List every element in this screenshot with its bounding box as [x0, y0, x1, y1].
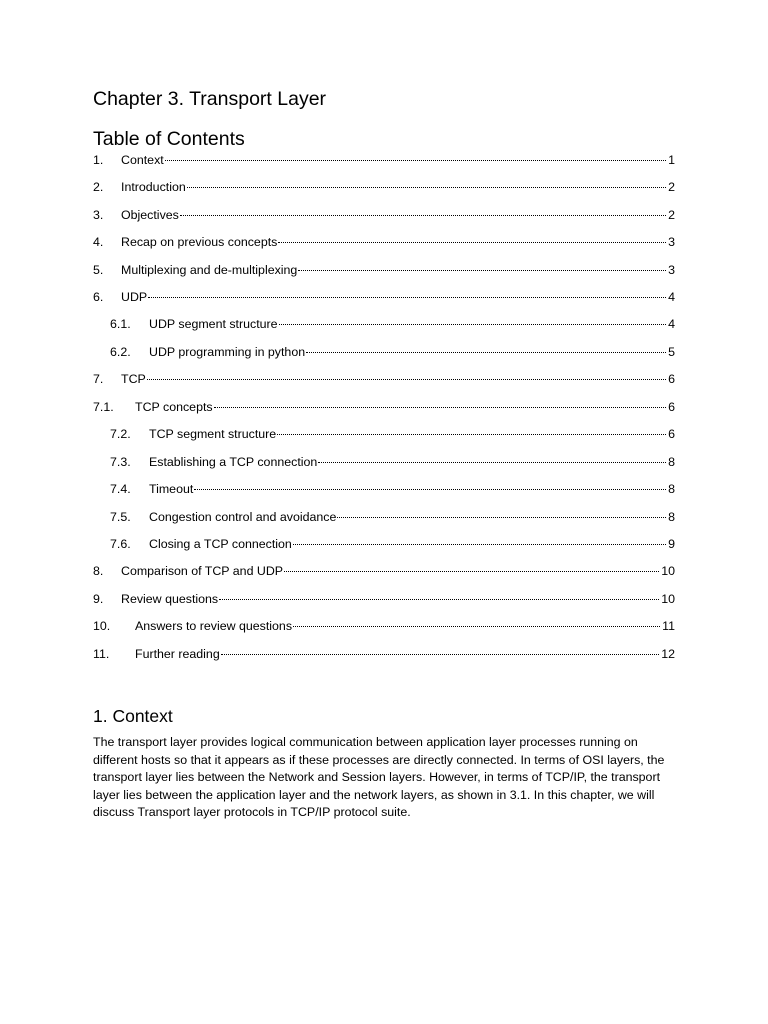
toc-entry-title: Comparison of TCP and UDP	[121, 564, 284, 578]
toc-dot-leader	[148, 297, 666, 298]
toc-dot-leader	[337, 517, 666, 518]
toc-entry-number: 7.1.	[93, 400, 114, 414]
toc-entry[interactable]	[93, 369, 675, 389]
toc-entry-page: 12	[661, 647, 675, 661]
toc-entry-title: Review questions	[121, 592, 219, 606]
toc-dot-leader	[284, 571, 659, 572]
toc-entry-page: 3	[668, 235, 675, 249]
toc-entry-page: 4	[668, 317, 675, 331]
toc-dot-leader	[306, 352, 666, 353]
toc-entry-title: Introduction	[121, 180, 186, 194]
toc-dot-leader	[318, 462, 666, 463]
toc-entry[interactable]	[93, 232, 675, 252]
toc-dot-leader	[298, 270, 666, 271]
toc-entry-title: Context	[121, 153, 164, 167]
toc-entry-page: 8	[668, 482, 675, 496]
toc-entry-number: 5.	[93, 263, 104, 277]
toc-entry-number: 8.	[93, 564, 104, 578]
toc-entry[interactable]	[93, 589, 675, 609]
toc-entry-page: 2	[668, 208, 675, 222]
toc-entry[interactable]	[93, 616, 675, 636]
toc-entry[interactable]	[93, 452, 675, 472]
toc-dot-leader	[279, 324, 667, 325]
toc-entry-title: Multiplexing and de-multiplexing	[121, 263, 298, 277]
toc-entry[interactable]	[93, 561, 675, 581]
toc-dot-leader	[278, 242, 666, 243]
toc-dot-leader	[221, 654, 659, 655]
toc-entry-title: Closing a TCP connection	[149, 537, 292, 551]
toc-entry-number: 6.	[93, 290, 104, 304]
toc-entry[interactable]	[93, 205, 675, 225]
section-body-text: The transport layer provides logical communication between application layer processes running on different hosts so that it appears as if these processes are directly connected. In terms of OSI layers, the transport layer lies between the Network and Session layers. However, in terms of TCP/IP, the transport layer lies between the application layer and the network layers, as shown in 3.1. In this chapter, we will discuss Transport layer protocols in TCP/IP protocol suite.	[93, 735, 665, 820]
toc-entry-number: 9.	[93, 592, 104, 606]
toc-entry[interactable]	[93, 260, 675, 280]
toc-dot-leader	[194, 489, 666, 490]
toc-entry-page: 5	[668, 345, 675, 359]
toc-entry-number: 7.4.	[110, 482, 131, 496]
toc-entry-page: 8	[668, 510, 675, 524]
toc-entry-number: 4.	[93, 235, 104, 249]
toc-dot-leader	[187, 187, 666, 188]
toc-entry-page: 4	[668, 290, 675, 304]
toc-entry-number: 3.	[93, 208, 104, 222]
toc-entry[interactable]	[93, 177, 675, 197]
toc-entry-page: 6	[668, 400, 675, 414]
toc-entry[interactable]	[93, 424, 675, 444]
toc-entry-number: 1.	[93, 153, 104, 167]
toc-dot-leader	[293, 544, 666, 545]
toc-entry[interactable]	[93, 644, 675, 664]
toc-entry[interactable]	[93, 397, 675, 417]
toc-dot-leader	[214, 407, 667, 408]
toc-dot-leader	[147, 379, 666, 380]
toc-dot-leader	[180, 215, 666, 216]
toc-entry-page: 3	[668, 263, 675, 277]
toc-entry-title: Objectives	[121, 208, 179, 222]
toc-dot-leader	[165, 160, 666, 161]
toc-entry-number: 6.1.	[110, 317, 131, 331]
toc-entry-number: 11.	[93, 647, 110, 661]
toc-entry-page: 10	[661, 592, 675, 606]
toc-entry-number: 7.2.	[110, 427, 131, 441]
toc-dot-leader	[293, 626, 660, 627]
toc-heading: Table of Contents	[93, 128, 245, 150]
section-heading: 1. Context	[93, 706, 173, 726]
toc-entry[interactable]	[93, 314, 675, 334]
toc-entry-title: Congestion control and avoidance	[149, 510, 337, 524]
toc-entry-page: 11	[662, 619, 675, 633]
toc-entry-number: 2.	[93, 180, 104, 194]
toc-entry-page: 10	[661, 564, 675, 578]
toc-entry-number: 7.	[93, 372, 104, 386]
toc-dot-leader	[277, 434, 666, 435]
toc-entry[interactable]	[93, 507, 675, 527]
toc-entry-title: UDP	[121, 290, 148, 304]
toc-entry-number: 7.6.	[110, 537, 131, 551]
toc-entry-title: Timeout	[149, 482, 194, 496]
toc-entry-title: UDP segment structure	[149, 317, 278, 331]
toc-entry-page: 1	[668, 153, 675, 167]
toc-entry-page: 8	[668, 455, 675, 469]
toc-entry-title: Further reading	[135, 647, 220, 661]
toc-entry[interactable]	[93, 287, 675, 307]
toc-entry-title: Establishing a TCP connection	[149, 455, 318, 469]
toc-entry-title: TCP segment structure	[149, 427, 277, 441]
toc-entry[interactable]	[93, 342, 675, 362]
toc-entry[interactable]	[93, 150, 675, 170]
toc-entry-title: Answers to review questions	[135, 619, 293, 633]
toc-entry[interactable]	[93, 479, 675, 499]
toc-entry-number: 6.2.	[110, 345, 131, 359]
toc-entry-page: 6	[668, 427, 675, 441]
toc-entry[interactable]	[93, 534, 675, 554]
toc-entry-title: TCP concepts	[135, 400, 213, 414]
toc-entry-number: 7.5.	[110, 510, 131, 524]
toc-dot-leader	[219, 599, 659, 600]
toc-entry-page: 2	[668, 180, 675, 194]
toc-entry-number: 7.3.	[110, 455, 131, 469]
chapter-title: Chapter 3. Transport Layer	[93, 88, 327, 110]
toc-entry-title: UDP programming in python	[149, 345, 306, 359]
toc-entry-title: Recap on previous concepts	[121, 235, 278, 249]
toc-entry-title: TCP	[121, 372, 146, 386]
toc-entry-page: 9	[668, 537, 675, 551]
toc-entry-page: 6	[668, 372, 675, 386]
toc-entry-number: 10.	[93, 619, 111, 633]
